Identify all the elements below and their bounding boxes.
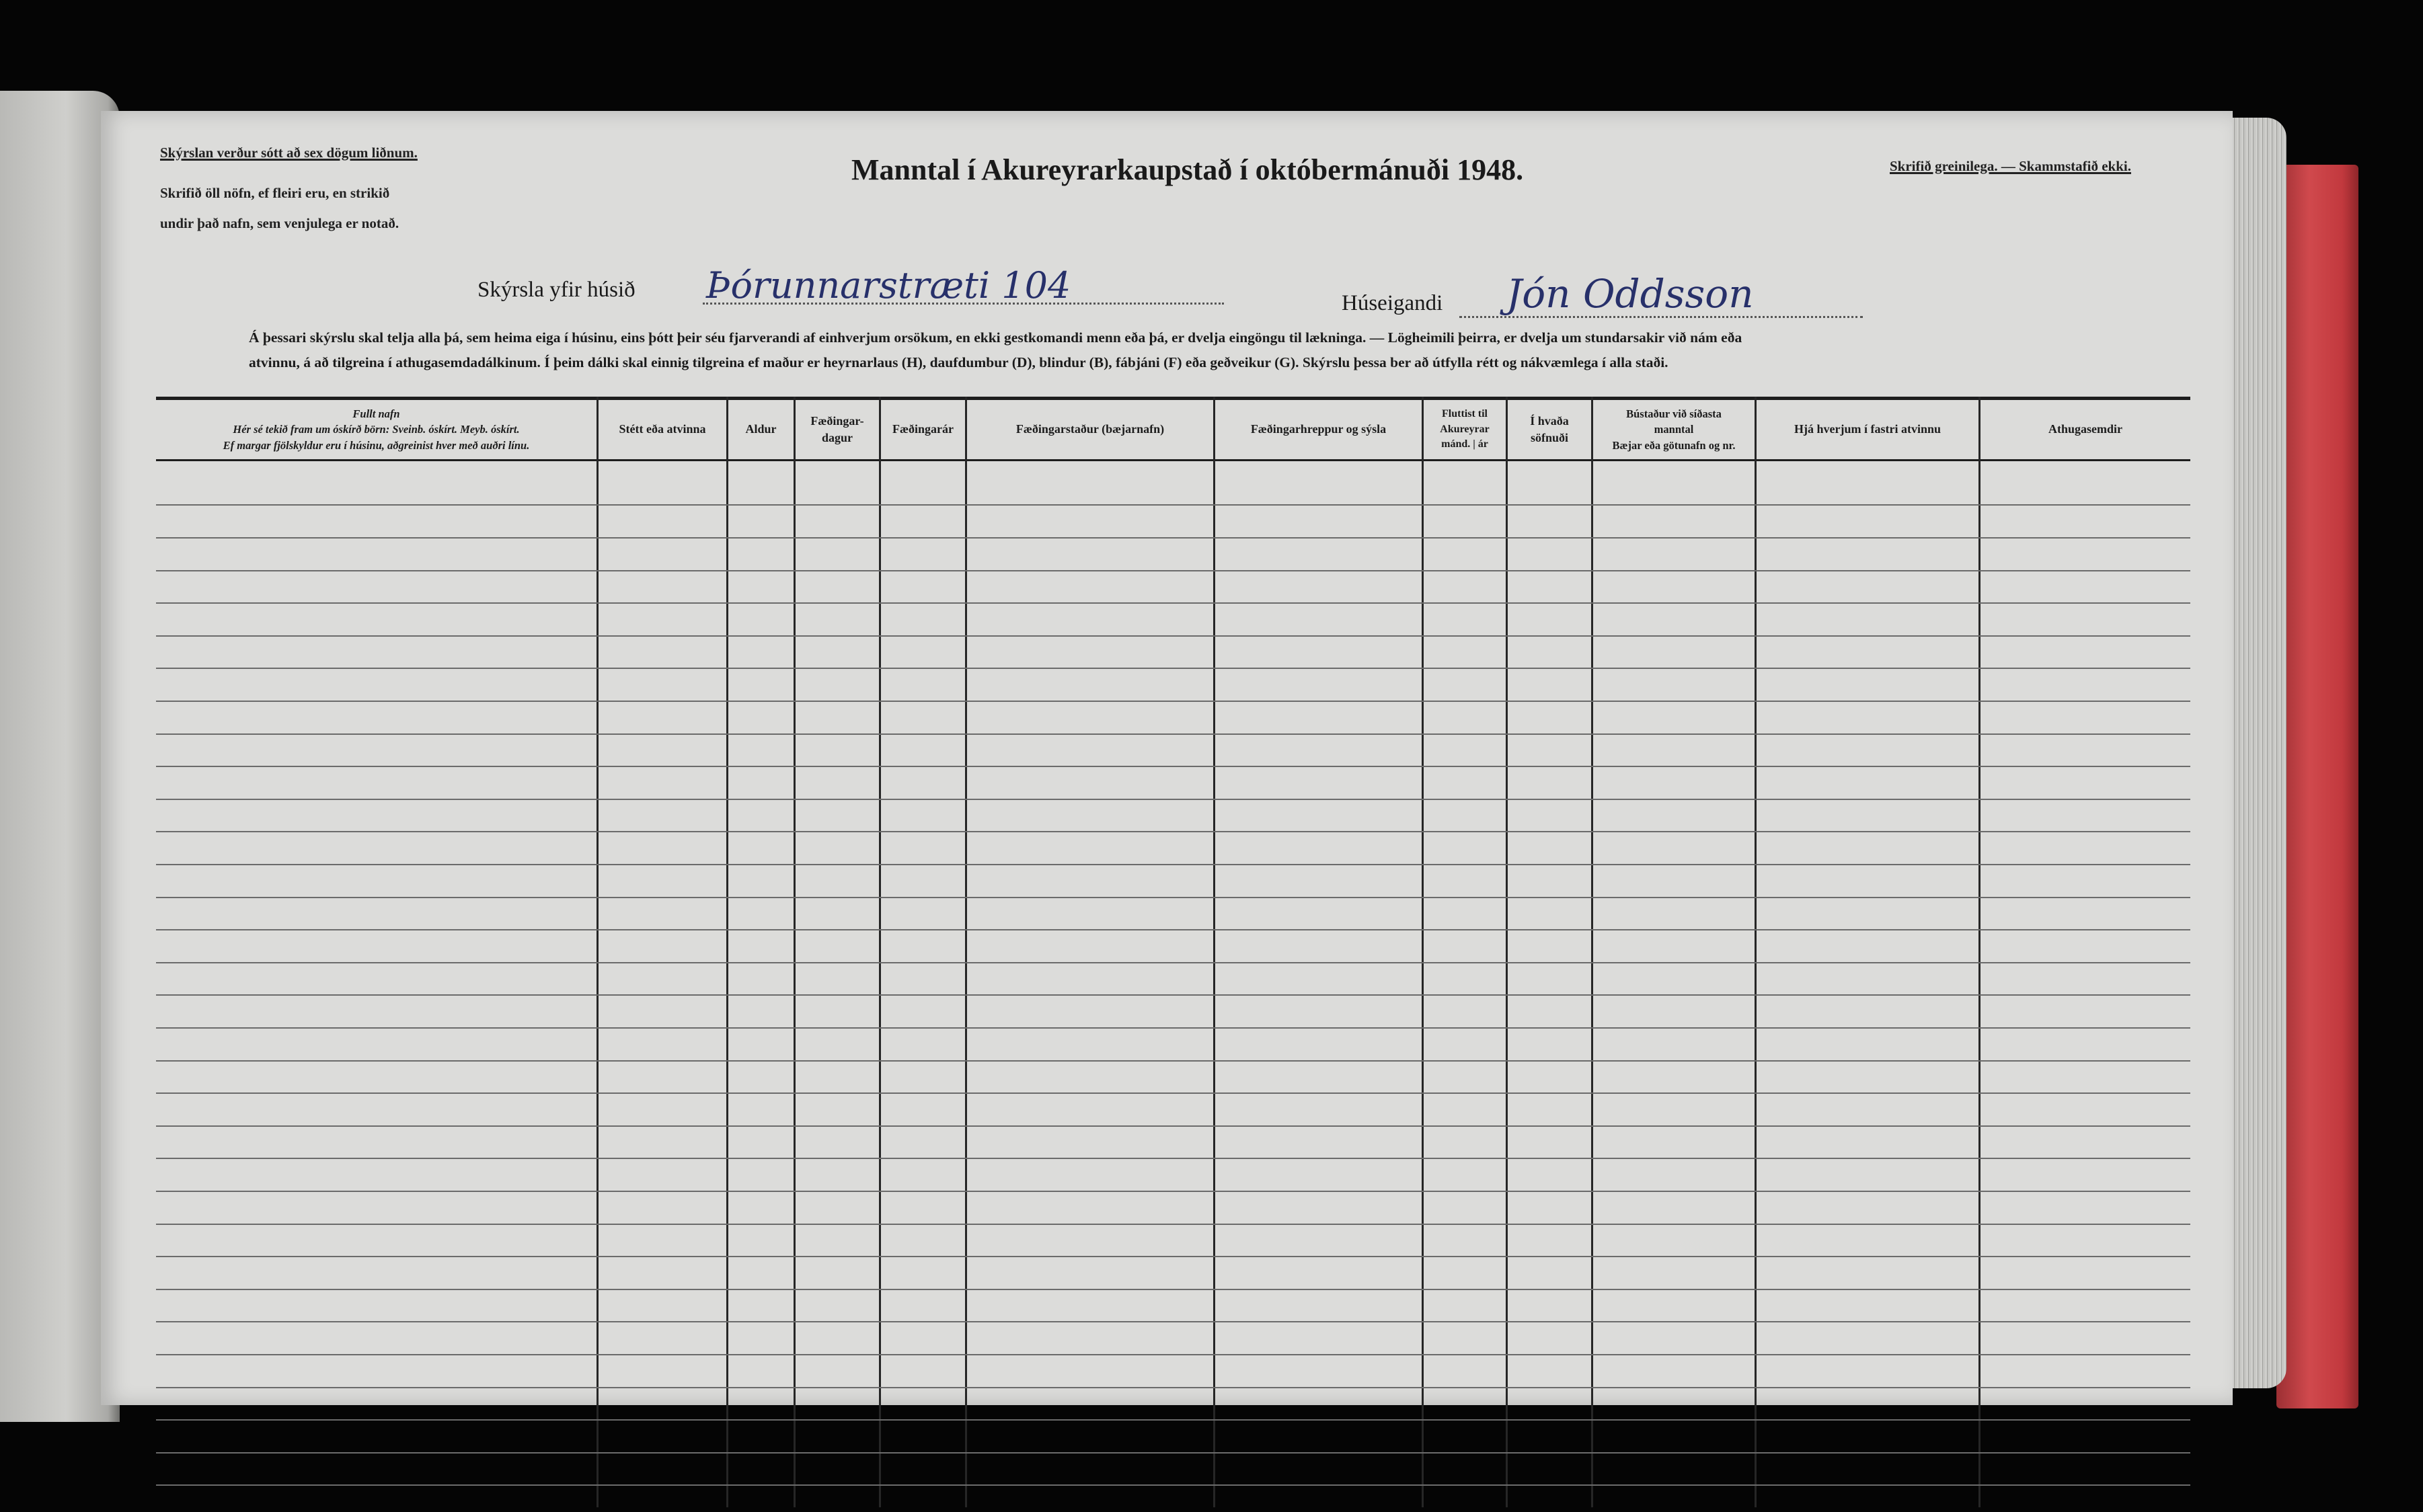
row-line — [156, 1060, 2190, 1062]
col-employer-label: Hjá hverjum í fastri atvinnu — [1794, 422, 1941, 436]
row-line — [156, 831, 2190, 832]
row-line — [156, 766, 2190, 767]
row-line — [156, 1419, 2190, 1421]
col-birthday-header — [796, 401, 879, 459]
col-divider — [1755, 397, 1757, 1507]
col-employer-header — [1757, 401, 1978, 459]
col-name-title: Fullt nafn — [352, 407, 400, 421]
row-line — [156, 1452, 2190, 1454]
row-line — [156, 1256, 2190, 1257]
col-parish-label: Fæðingarhreppur og sýsla — [1250, 422, 1387, 436]
row-line — [156, 1289, 2190, 1290]
col-name-header — [156, 401, 597, 459]
row-line — [156, 1092, 2190, 1094]
col-birthplace-label: Fæðingarstaður (bæjarnafn) — [1015, 422, 1165, 436]
row-line — [156, 504, 2190, 506]
col-name-note-2: Ef margar fjölskyldur eru í húsinu, aðgreinist hver með auðri línu. — [223, 438, 530, 452]
table-header-rule — [156, 459, 2190, 461]
col-parish-header — [1215, 401, 1422, 459]
col-age-header — [728, 401, 794, 459]
row-line — [156, 635, 2190, 637]
census-table — [156, 397, 2190, 1507]
col-residence-label-2: manntal — [1654, 423, 1694, 436]
row-line — [156, 1354, 2190, 1355]
row-line — [156, 1224, 2190, 1225]
notice-names-2: undir það nafn, sem venjulega er notað. — [160, 215, 399, 231]
col-birthyear-label: Fæðingarár — [892, 422, 954, 436]
col-divider — [1213, 397, 1215, 1507]
col-divider — [1506, 397, 1508, 1507]
col-divider — [726, 397, 728, 1507]
col-congregation-label-2: söfnuði — [1530, 431, 1568, 444]
col-birthday-label-2: dagur — [821, 431, 853, 444]
instructions-line-1: Á þessari skýrslu skal telja alla þá, sem heima eiga í húsinu, eins þótt þeir séu fjarverandi af einhverjum orsökum, en ekki gestkomandi menn eða þá, er dvelja eingöngu til lækninga. — Lögheimili þeirra, er dvelja um stundarsakir við nám eða — [249, 329, 1742, 346]
col-remarks-header — [1980, 401, 2190, 459]
col-divider — [794, 397, 796, 1507]
row-line — [156, 1387, 2190, 1388]
owner-label: Húseigandi — [1342, 291, 1443, 315]
row-line — [156, 537, 2190, 539]
row-line — [156, 701, 2190, 702]
col-divider — [1978, 397, 1980, 1507]
col-moved-label-1: Fluttist til — [1442, 408, 1488, 420]
col-divider — [965, 397, 967, 1507]
red-book-cover — [2276, 165, 2358, 1408]
page-title: Manntal í Akureyrarkaupstað í októbermánuði 1948. — [851, 153, 1524, 186]
row-line — [156, 929, 2190, 930]
census-form-page — [101, 111, 2233, 1405]
house-label: Skýrsla yfir húsið — [477, 278, 636, 302]
row-line — [156, 799, 2190, 800]
col-moved-label-2: Akureyrar — [1440, 423, 1490, 435]
col-divider — [1591, 397, 1593, 1507]
col-occupation-label: Stétt eða atvinna — [619, 422, 706, 436]
notice-collection: Skýrslan verður sótt að sex dögum liðnum. — [160, 145, 418, 161]
col-moved-header — [1424, 401, 1506, 459]
col-residence-header — [1593, 401, 1755, 459]
row-line — [156, 864, 2190, 865]
row-line — [156, 994, 2190, 996]
row-line — [156, 897, 2190, 898]
row-line — [156, 1158, 2190, 1159]
col-remarks-label: Athugasemdir — [2048, 422, 2122, 436]
col-divider — [597, 397, 599, 1507]
house-handwritten-value: Þórunnarstræti 104 — [706, 264, 1071, 307]
row-line — [156, 733, 2190, 735]
col-birthday-label-1: Fæðingar- — [810, 413, 864, 428]
row-line — [156, 602, 2190, 604]
col-divider — [879, 397, 881, 1507]
instructions-line-2: atvinnu, á að tilgreina í athugasemdadálkinum. Í þeim dálki skal einnig tilgreina ef maður er heyrnarlaus (H), daufdumbur (D), blindur (B), fábjáni (F) eða geðveikur (G). Skýrslu þessa ber að útfylla rétt og nákvæmlega í alla staði. — [249, 354, 1668, 370]
col-age-label: Aldur — [745, 422, 777, 436]
col-divider — [1422, 397, 1424, 1507]
row-line — [156, 570, 2190, 571]
row-line — [156, 1027, 2190, 1029]
col-residence-label-3: Bæjar eða götunafn og nr. — [1612, 438, 1736, 452]
col-moved-label-3: mánd. | ár — [1441, 438, 1488, 450]
col-residence-label-1: Bústaður við síðasta — [1626, 407, 1722, 421]
col-name-note-1: Hér sé tekið fram um óskírð börn: Sveinb. óskírt. Meyb. óskírt. — [233, 423, 520, 436]
row-line — [156, 1484, 2190, 1486]
row-line — [156, 1125, 2190, 1127]
notice-write-clearly: Skrifið greinilega. — Skammstafið ekki. — [1890, 158, 2131, 174]
row-line — [156, 962, 2190, 963]
col-congregation-header — [1508, 401, 1591, 459]
row-line — [156, 1321, 2190, 1322]
owner-handwritten-value: Jón Oddsson — [1506, 271, 1754, 317]
col-birthyear-header — [881, 401, 965, 459]
col-birthplace-header — [967, 401, 1213, 459]
table-top-rule — [156, 397, 2190, 400]
notice-names-1: Skrifið öll nöfn, ef fleiri eru, en strikið — [160, 185, 390, 201]
row-line — [156, 1191, 2190, 1192]
row-line — [156, 668, 2190, 669]
col-congregation-label-1: Í hvaða — [1530, 413, 1569, 428]
col-occupation-header — [599, 401, 726, 459]
